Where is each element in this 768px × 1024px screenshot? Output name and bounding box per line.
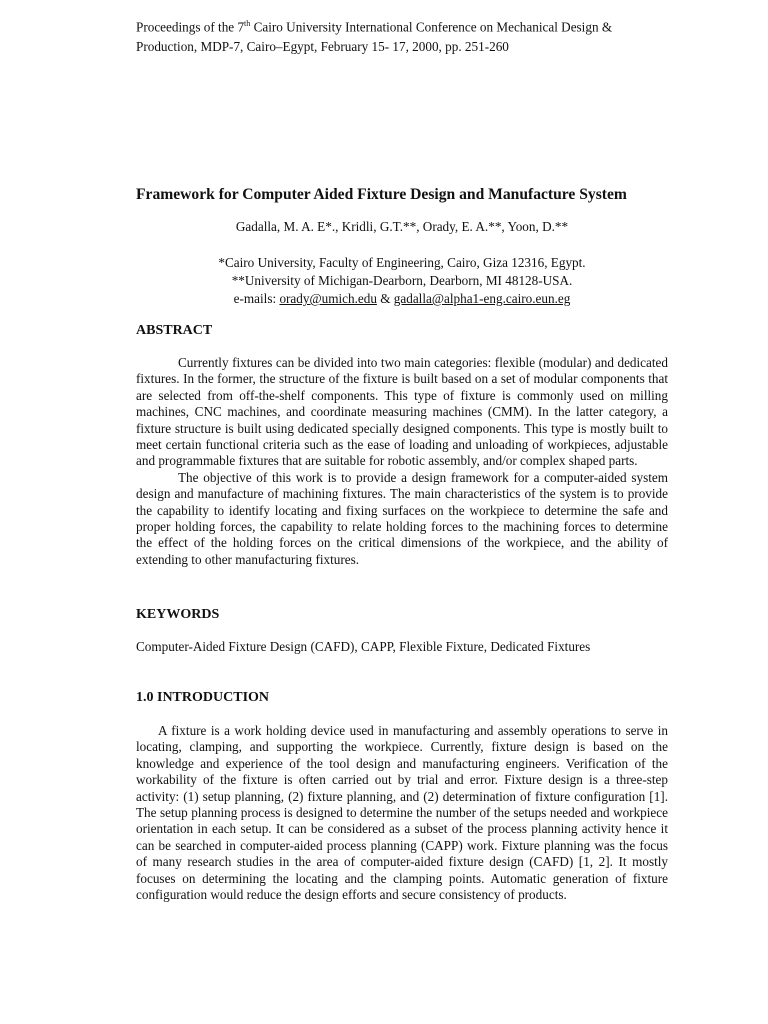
header-line-1: Proceedings of the 7th Cairo University International Conference on Mechanical Design & xyxy=(136,19,613,35)
abstract-body xyxy=(136,355,668,568)
header-line-2: Production, MDP-7, Cairo–Egypt, February 15- 17, 2000, pp. 251-260 xyxy=(136,39,509,55)
affiliations xyxy=(136,254,668,308)
abstract-heading: ABSTRACT xyxy=(136,323,213,338)
keywords-text: Computer-Aided Fixture Design (CAFD), CAPP, Flexible Fixture, Dedicated Fixtures xyxy=(136,639,591,654)
introduction-body xyxy=(136,723,668,903)
email-link-gadalla[interactable]: gadalla@alpha1-eng.cairo.eun.eg xyxy=(393,291,571,306)
email-link-orady[interactable]: orady@umich.edu xyxy=(279,291,377,306)
paper-title: Framework for Computer Aided Fixture Design and Manufacture System xyxy=(136,186,627,203)
email-line: e-mails: orady@umich.edu & gadalla@alpha1-eng.cairo.eun.eg xyxy=(233,291,571,306)
affiliation-michigan: **University of Michigan-Dearborn, Dearborn, MI 48128-USA. xyxy=(231,273,573,288)
abstract-paragraph-2: The objective of this work is to provide a design framework for a computer-aided system design and manufacture of machining fixtures. The main characteristics of the system is to provide the capability to identify locating and fixing surfaces on the workpiece to determine the safe and proper holding forces, the capability to relate holding forces to the machining forces to determine the effect of the holding forces on the critical dimensions of the workpiece, and the ability of extending to other manufacturing fixtures. xyxy=(136,469,668,567)
affiliation-cairo: *Cairo University, Faculty of Engineering, Cairo, Giza 12316, Egypt. xyxy=(218,255,586,270)
header-superscript: th xyxy=(244,19,251,28)
introduction-paragraph-1: A fixture is a work holding device used in manufacturing and assembly operations to serve in locating, clamping, and supporting the workpiece. Currently, fixture design is based on the knowledge and experience of the tool design and manufacturing engineers. Verification of the workability of the fixture is often carried out by trial and error. Fixture design is a three-step activity: (1) setup planning, (2) fixture planning, and (2) determination of fixture configuration [1]. The setup planning process is designed to determine the number of the setups needed and workpiece orientation in each setup. It can be considered as a subset of the process planning activity hence it can be searched in computer-aided process planning (CAPP) work. Fixture planning was the focus of many research studies in the area of computer-aided fixture design (CAFD) [1, 2]. It mostly focuses on determining the locating and the clamping points. Automatic generation of fixture configuration would reduce the design efforts and secure consistency of products. xyxy=(136,723,668,903)
abstract-paragraph-1: Currently fixtures can be divided into two main categories: flexible (modular) and dedicated fixtures. In the former, the structure of the fixture is built based on a set of modular components that are selected from off-the-shelf components. This type of fixture is commonly used on milling machines, CNC machines, and coordinate measuring machines (CMM). In the latter category, a fixture structure is built using dedicated specially designed components. This type is mostly built to meet certain functional criteria such as the ease of loading and unloading of workpieces, adjustable and programmable fixtures that are suitable for robotic assembly, and/or complex shaped parts. xyxy=(136,355,668,469)
introduction-heading: 1.0 INTRODUCTION xyxy=(136,690,270,705)
author-list: Gadalla, M. A. E*., Kridli, G.T.**, Orady, E. A.**, Yoon, D.** xyxy=(235,219,569,234)
proceedings-header xyxy=(136,14,668,57)
keywords-heading: KEYWORDS xyxy=(136,607,220,622)
